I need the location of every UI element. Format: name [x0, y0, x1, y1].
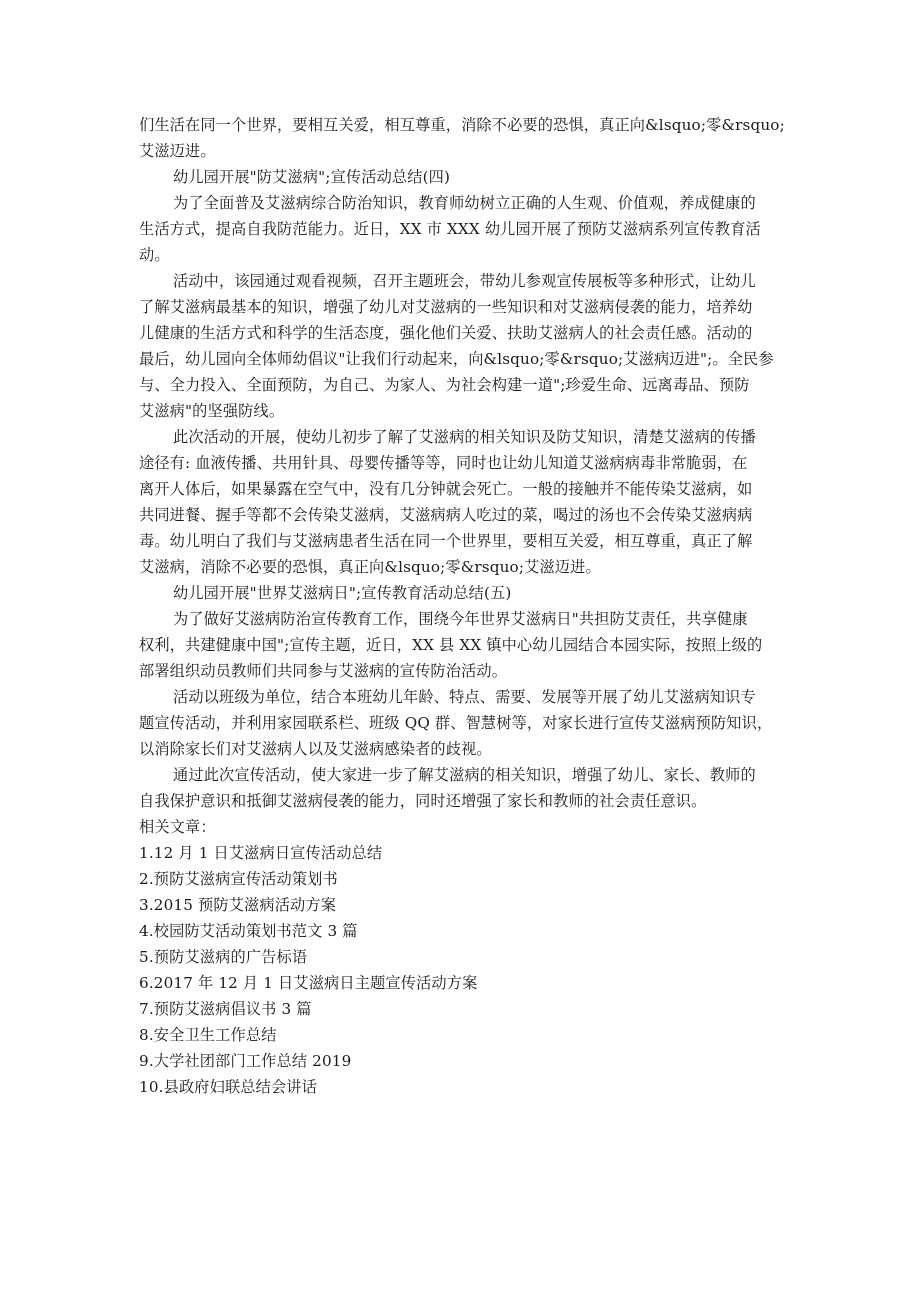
paragraph-line: 活动中，该园通过观看视频，召开主题班会，带幼儿参观宣传展板等多种形式，让幼儿 — [173, 272, 756, 290]
related-articles-heading: 相关文章： — [139, 818, 216, 836]
paragraph-line: 们生活在同一个世界，要相互关爱，相互尊重，消除不必要的恐惧，真正向&lsquo;零&rsquo; — [139, 116, 785, 134]
related-article-link[interactable]: 2.预防艾滋病宣传活动策划书 — [139, 870, 338, 888]
paragraph-line: 以消除家长们对艾滋病人以及艾滋病感染者的歧视。 — [139, 740, 492, 758]
related-article-link[interactable]: 10.县政府妇联总结会讲话 — [139, 1078, 317, 1096]
paragraph-line: 此次活动的开展，使幼儿初步了解了艾滋病的相关知识及防艾知识，清楚艾滋病的传播 — [173, 428, 756, 446]
paragraph-line: 毒。幼儿明白了我们与艾滋病患者生活在同一个世界里，要相互关爱，相互尊重，真正了解 — [139, 532, 753, 550]
related-article-link[interactable]: 5.预防艾滋病的广告标语 — [139, 948, 308, 966]
related-article-link[interactable]: 9.大学社团部门工作总结 2019 — [139, 1052, 352, 1070]
related-article-link[interactable]: 8.安全卫生工作总结 — [139, 1026, 277, 1044]
paragraph-line: 离开人体后，如果暴露在空气中，没有几分钟就会死亡。一般的接触并不能传染艾滋病，如 — [139, 480, 753, 498]
section-heading-5: 幼儿园开展"世界艾滋病日";宣传教育活动总结(五) — [173, 584, 512, 602]
paragraph-line: 艾滋迈进。 — [139, 142, 216, 160]
paragraph-line: 部署组织动员教师们共同参与艾滋病的宣传防治活动。 — [139, 662, 508, 680]
paragraph-line: 途径有: 血液传播、共用针具、母婴传播等等，同时也让幼儿知道艾滋病病毒非常脆弱，在 — [139, 454, 748, 472]
paragraph-line: 自我保护意识和抵御艾滋病侵袭的能力，同时还增强了家长和教师的社会责任意识。 — [139, 792, 707, 810]
paragraph-line: 共同进餐、握手等都不会传染艾滋病，艾滋病病人吃过的菜，喝过的汤也不会传染艾滋病病 — [139, 506, 753, 524]
paragraph-line: 儿健康的生活方式和科学的生活态度，强化他们关爱、扶助艾滋病人的社会责任感。活动的 — [139, 324, 753, 342]
paragraph-line: 了解艾滋病最基本的知识，增强了幼儿对艾滋病的一些知识和对艾滋病侵袭的能力，培养幼 — [139, 298, 753, 316]
related-article-link[interactable]: 7.预防艾滋病倡议书 3 篇 — [139, 1000, 312, 1018]
paragraph-line: 最后，幼儿园向全体师幼倡议"让我们行动起来，向&lsquo;零&rsquo;艾滋病迈进";。全民参 — [139, 350, 774, 368]
paragraph-line: 生活方式，提高自我防范能力。近日，XX 市 XXX 幼儿园开展了预防艾滋病系列宣传教育活 — [139, 220, 761, 238]
paragraph-line: 动。 — [139, 246, 170, 264]
related-article-link[interactable]: 1.12 月 1 日艾滋病日宣传活动总结 — [139, 844, 383, 862]
paragraph-line: 为了做好艾滋病防治宣传教育工作，围绕今年世界艾滋病日"共担防艾责任，共享健康 — [173, 610, 748, 628]
paragraph-line: 题宣传活动，并利用家园联系栏、班级 QQ 群、智慧树等，对家长进行宣传艾滋病预防知识， — [139, 714, 773, 732]
section-heading-4: 幼儿园开展"防艾滋病";宣传活动总结(四) — [173, 168, 451, 186]
related-article-link[interactable]: 4.校园防艾活动策划书范文 3 篇 — [139, 922, 358, 940]
paragraph-line: 艾滋病"的坚强防线。 — [139, 402, 285, 420]
related-article-link[interactable]: 6.2017 年 12 月 1 日艾滋病日主题宣传活动方案 — [139, 974, 478, 992]
related-article-link[interactable]: 3.2015 预防艾滋病活动方案 — [139, 896, 337, 914]
paragraph-line: 为了全面普及艾滋病综合防治知识，教育师幼树立正确的人生观、价值观，养成健康的 — [173, 194, 756, 212]
paragraph-line: 通过此次宣传活动，使大家进一步了解艾滋病的相关知识，增强了幼儿、家长、教师的 — [173, 766, 756, 784]
paragraph-line: 活动以班级为单位，结合本班幼儿年龄、特点、需要、发展等开展了幼儿艾滋病知识专 — [173, 688, 756, 706]
paragraph-line: 艾滋病，消除不必要的恐惧，真正向&lsquo;零&rsquo;艾滋迈进。 — [139, 558, 601, 576]
paragraph-line: 权利，共建健康中国";宣传主题，近日，XX 县 XX 镇中心幼儿园结合本园实际，按照上级的 — [139, 636, 763, 654]
paragraph-line: 与、全力投入、全面预防，为自己、为家人、为社会构建一道";珍爱生命、远离毒品、预防 — [139, 376, 750, 394]
